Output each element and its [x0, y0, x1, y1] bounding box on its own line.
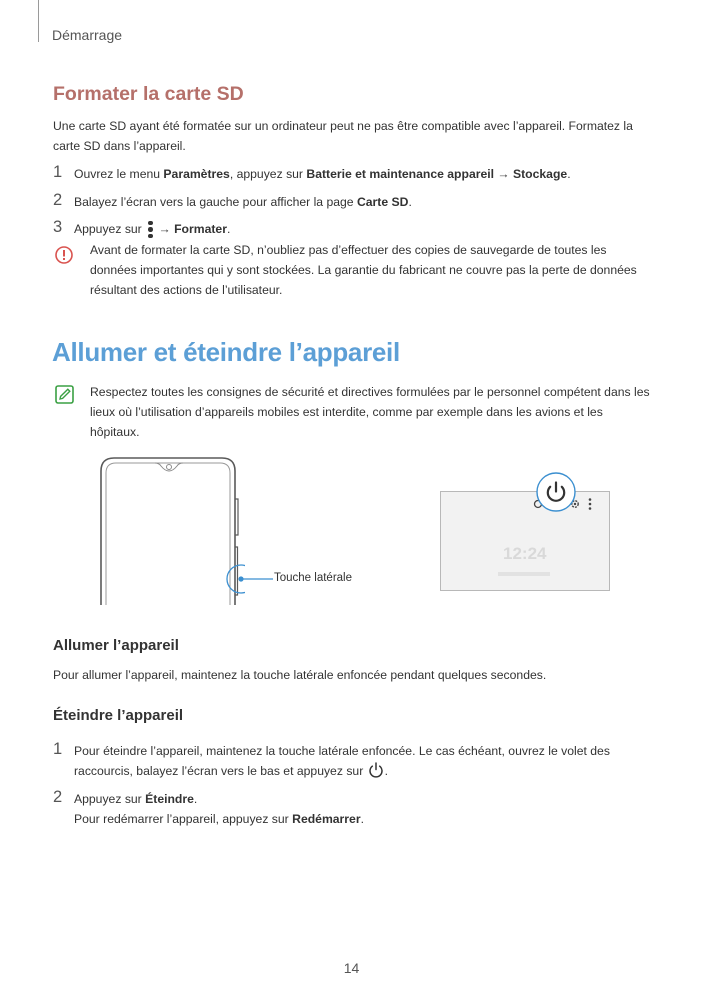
power-section-title: Allumer et éteindre l’appareil: [52, 337, 400, 367]
corner-mark: [38, 0, 39, 42]
format-step-1: Ouvrez le menu Paramètres, appuyez sur Batterie et maintenance appareil → Stockage.: [74, 167, 571, 181]
power-button-highlight-icon: [535, 471, 577, 513]
section-header: Démarrage: [52, 27, 123, 43]
turn-on-text: Pour allumer l’appareil, maintenez la touche latérale enfoncée pendant quelques secondes.: [53, 668, 547, 682]
note-icon: [55, 385, 74, 404]
panel-date-placeholder: [498, 572, 550, 576]
format-step-2: Balayez l’écran vers la gauche pour afficher la page Carte SD.: [74, 195, 412, 209]
more-options-icon: [147, 220, 153, 240]
power-icon: [367, 761, 385, 779]
quick-panel-illustration: [440, 491, 610, 591]
format-step-3: Appuyez sur → Formater.: [74, 219, 659, 240]
caution-icon: [55, 246, 73, 264]
step-number: 1: [53, 163, 63, 181]
safety-note: Respectez toutes les consignes de sécurité et directives formulées par le personnel compétent dans les lieux où l’utilisation d’appareils mobiles est interdite, comme par exemple dans les avions et les hôpitaux.: [90, 385, 650, 439]
turn-on-title: Allumer l’appareil: [53, 637, 179, 654]
page-number: 14: [343, 960, 360, 976]
step-number: 3: [53, 218, 63, 236]
caution-text: Avant de formater la carte SD, n’oubliez pas d’effectuer des copies de sauvegarde de toutes les données importantes qui y sont stockées. La garantie du fabricant ne couvre pas la perte de données résultant des actions de l’utilisateur.: [90, 243, 637, 297]
step-number: 1: [53, 740, 63, 758]
panel-clock: 12:24: [503, 544, 547, 563]
more-options-icon: [587, 497, 593, 511]
side-key-label: Touche latérale: [274, 572, 352, 584]
phone-illustration: [95, 455, 245, 605]
format-intro: Une carte SD ayant été formatée sur un ordinateur peut ne pas être compatible avec l’appareil. Formatez la carte SD dans l’appareil.: [53, 119, 633, 153]
step-number: 2: [53, 191, 63, 209]
step-number: 2: [53, 788, 63, 806]
turn-off-step-1: Pour éteindre l’appareil, maintenez la touche latérale enfoncée. Le cas échéant, ouvrez le volet des raccourcis, balayez l’écran vers le bas et appuyez sur .: [74, 744, 610, 778]
format-sd-title: Formater la carte SD: [53, 83, 244, 105]
callout-line: [243, 577, 273, 583]
turn-off-step-2: Appuyez sur Éteindre. Pour redémarrer l’appareil, appuyez sur Redémarrer.: [74, 792, 364, 826]
turn-off-title: Éteindre l’appareil: [53, 707, 184, 724]
